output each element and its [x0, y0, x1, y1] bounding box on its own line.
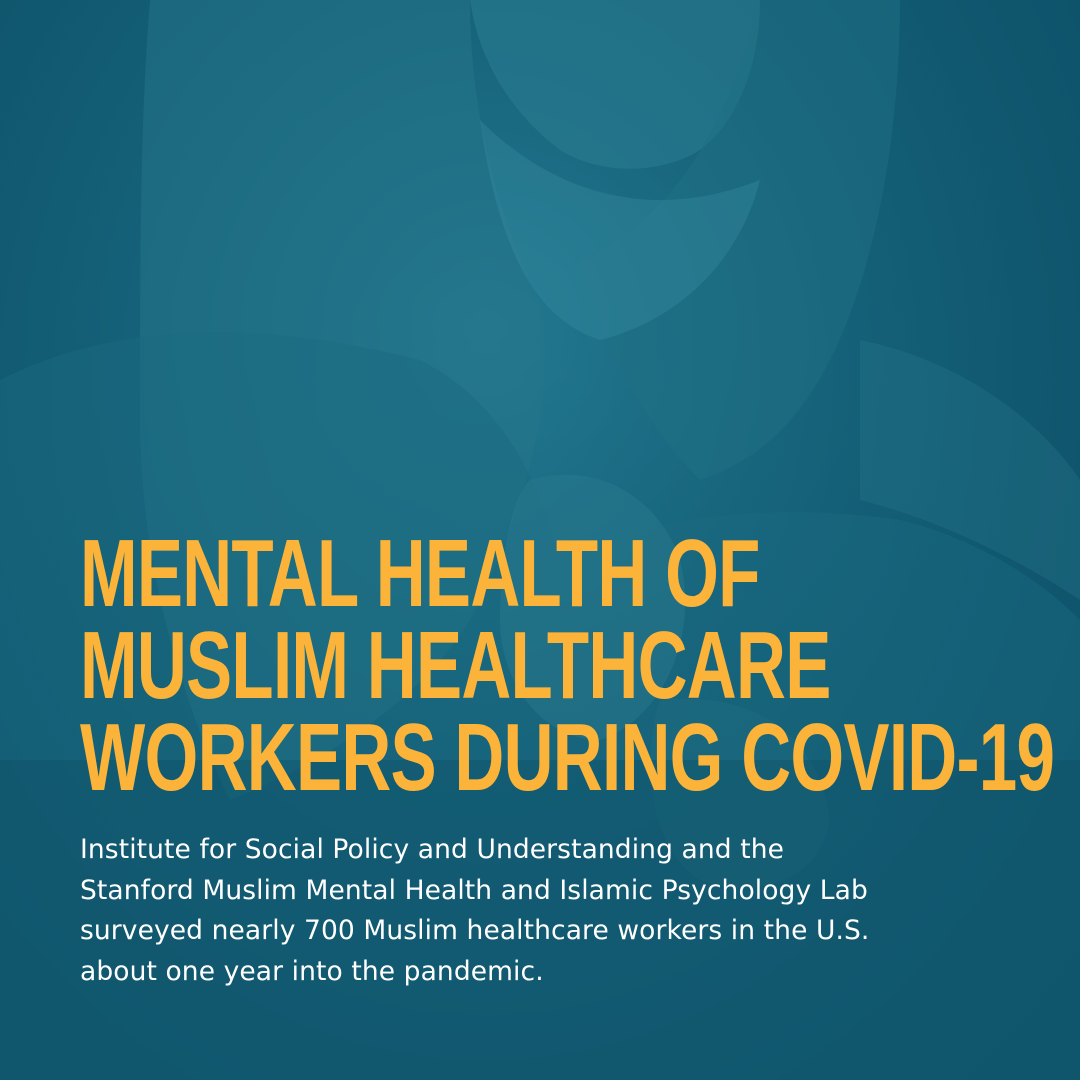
headline-line-2: MUSLIM HEALTHCARE	[80, 612, 831, 719]
headline-line-3: WORKERS DURING COVID-19	[80, 704, 1055, 811]
body-description: Institute for Social Policy and Understanding and the Stanford Muslim Mental Health and Islamic Psychology Lab surveyed nearly 700 Muslim healthcare workers in the U.S. about one year into the pandemic.	[80, 834, 870, 987]
headline-line-1: MENTAL HEALTH OF	[80, 520, 760, 627]
headline	[80, 520, 1055, 811]
